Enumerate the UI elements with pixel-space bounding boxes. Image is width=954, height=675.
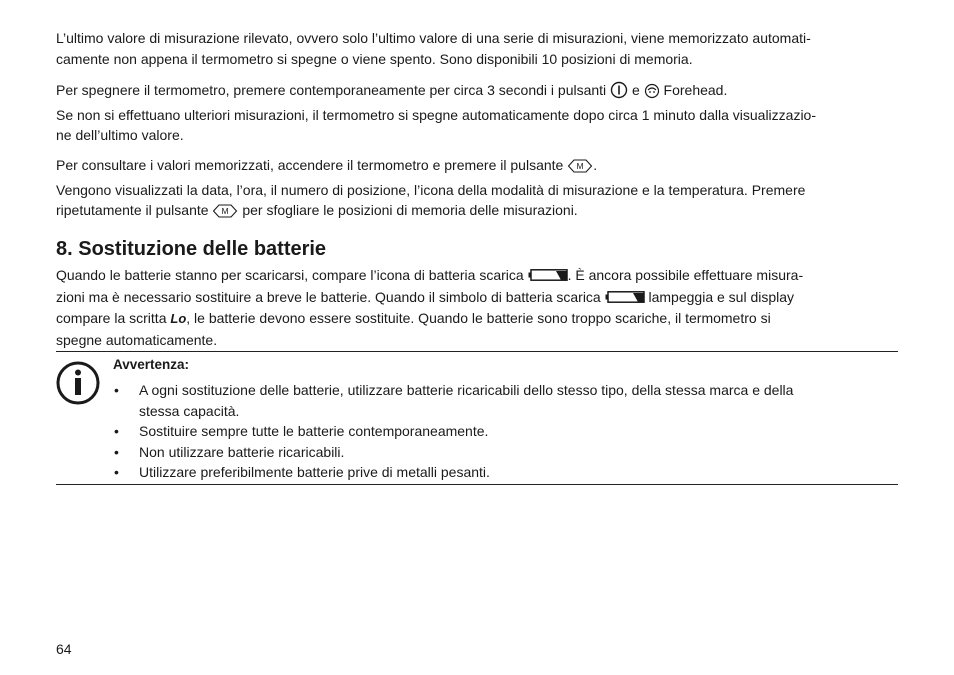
list-item xyxy=(113,380,793,421)
text-fragment: . È ancora possibile effettuare misura- xyxy=(567,267,804,283)
text-fragment: e xyxy=(631,82,640,98)
text-fragment: ripetutamente il pulsante xyxy=(56,202,209,218)
text-line xyxy=(56,200,901,225)
memory-button-icon xyxy=(212,203,238,225)
bullet: • xyxy=(114,423,119,439)
paragraph-power-off xyxy=(56,80,901,146)
svg-text:M: M xyxy=(221,206,229,217)
text-fragment: Quando le batterie stanno per scaricarsi, compare l’icona di batteria scarica xyxy=(56,267,524,283)
text-line: A ogni sostituzione delle batterie, utilizzare batterie ricaricabili dello stesso tipo, della stessa marca e della xyxy=(139,382,794,398)
text-fragment: . xyxy=(593,157,598,173)
lo-display-symbol: Lo xyxy=(170,311,187,326)
text-fragment: Per spegnere il termometro, premere contemporaneamente per circa 3 secondi i pulsanti xyxy=(56,82,607,98)
text-line: stessa capacità. xyxy=(139,402,240,419)
paragraph-memory-storage xyxy=(56,28,901,69)
bullet: • xyxy=(114,464,119,480)
text-fragment: , le batterie devono essere sostituite. Quando le batterie sono troppo scariche, il termometro si xyxy=(186,310,771,326)
text-fragment: lampeggia e sul display xyxy=(648,288,795,305)
text-line: L’ultimo valore di misurazione rilevato, ovvero solo l’ultimo valore di una serie di misurazioni, viene memorizzato automati- xyxy=(56,30,811,46)
warning-list xyxy=(113,380,793,483)
text-line: spegne automaticamente. xyxy=(56,331,218,348)
battery-low-icon xyxy=(605,288,645,309)
text-line: camente non appena il termometro si spegne o viene spento. Sono disponibili 10 posizioni di memoria. xyxy=(56,50,693,67)
divider-top xyxy=(56,351,898,352)
text-line xyxy=(56,265,901,287)
bullet: • xyxy=(114,382,119,398)
text-fragment: Per consultare i valori memorizzati, accendere il termometro e premere il pulsante xyxy=(56,157,564,173)
bullet: • xyxy=(114,443,119,460)
memory-button-icon xyxy=(567,158,593,180)
text-fragment: zioni ma è necessario sostituire a breve le batterie. Quando il simbolo di batteria scarica xyxy=(56,288,601,305)
svg-text:M: M xyxy=(576,161,584,172)
text-line xyxy=(56,287,901,309)
text-line xyxy=(56,80,901,105)
text-line: Sostituire sempre tutte le batterie contemporaneamente. xyxy=(139,423,489,439)
text-line: Utilizzare preferibilmente batterie prive di metalli pesanti. xyxy=(139,464,490,480)
paragraph-battery-replacement xyxy=(56,265,901,350)
text-line: Vengono visualizzati la data, l’ora, il numero di posizione, l’icona della modalità di misurazione e la temperatura. Premere xyxy=(56,181,806,198)
battery-low-icon xyxy=(528,266,568,287)
list-item xyxy=(113,442,793,463)
list-item xyxy=(113,462,793,483)
text-fragment: Forehead. xyxy=(663,82,728,98)
info-icon xyxy=(56,361,100,410)
page-number: 64 xyxy=(56,641,72,657)
power-button-icon xyxy=(610,81,628,105)
text-line: Non utilizzare batterie ricaricabili. xyxy=(139,443,345,460)
forehead-icon xyxy=(644,83,660,105)
text-line xyxy=(56,308,901,330)
list-item xyxy=(113,421,793,442)
text-line: ne dell’ultimo valore. xyxy=(56,127,184,143)
text-fragment: per sfogliare le posizioni di memoria delle misurazioni. xyxy=(242,202,578,218)
warning-title: Avvertenza: xyxy=(113,357,190,372)
divider-bottom xyxy=(56,484,898,485)
text-line: Se non si effettuano ulteriori misurazioni, il termometro si spegne automaticamente dopo circa 1 minuto dalla visualizzazio- xyxy=(56,106,817,123)
paragraph-memory-recall xyxy=(56,155,901,225)
text-line xyxy=(56,155,901,180)
text-fragment: compare la scritta xyxy=(56,310,167,326)
section-heading: 8. Sostituzione delle batterie xyxy=(56,238,327,260)
